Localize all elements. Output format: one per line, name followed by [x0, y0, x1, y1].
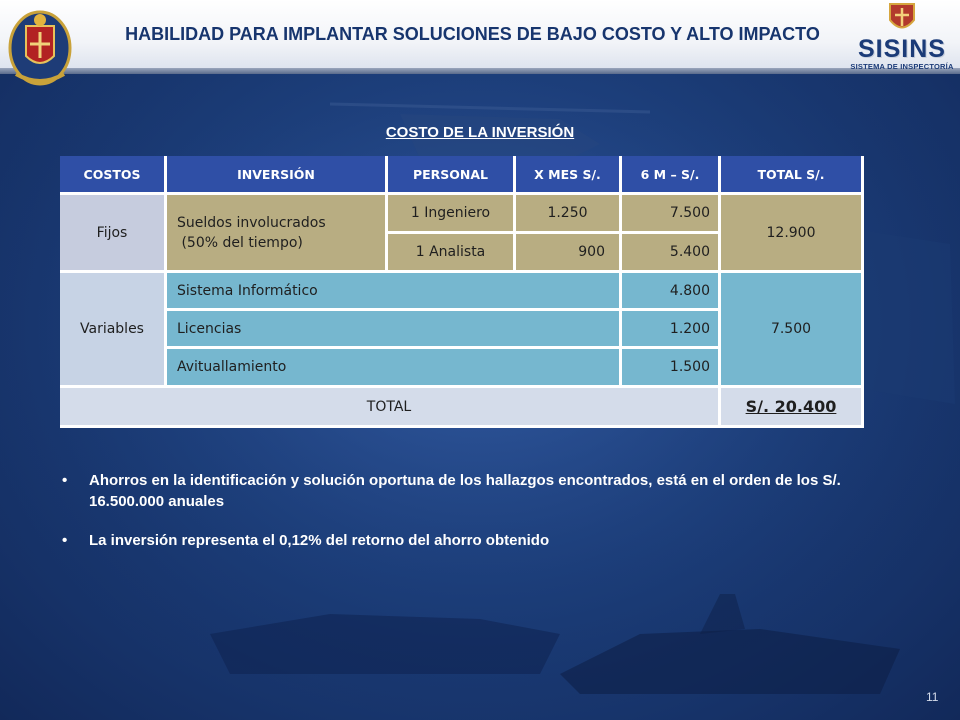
shield-icon — [887, 2, 917, 36]
header-personal: PERSONAL — [388, 156, 516, 195]
brand-tagline: SISTEMA DE INSPECTORÍA — [850, 62, 954, 71]
fijos-label: Fijos — [60, 195, 167, 273]
header-x-mes: X MES S/. — [516, 156, 622, 195]
sisins-logo — [848, 2, 956, 90]
seis-m-analista: 5.400 — [622, 234, 721, 273]
bullet-item — [62, 530, 902, 551]
header-divider — [0, 68, 960, 74]
bullet-text: La inversión representa el 0,12% del retorno del ahorro obtenido — [89, 532, 550, 549]
var-seis-m-sistema: 4.800 — [622, 273, 721, 311]
personal-analista: 1 Analista — [388, 234, 516, 273]
variables-label: Variables — [60, 273, 167, 388]
navy-crest-icon — [6, 4, 74, 92]
var-inversion-licencias: Licencias — [167, 311, 622, 349]
cost-table — [60, 156, 864, 428]
fijos-total: 12.900 — [721, 195, 864, 273]
bullet-text: Ahorros en la identificación y solución oportuna de los hallazgos encontrados, está en el orden de los S/. 16.500.000 anuales — [89, 472, 841, 510]
var-inversion-avituallamiento: Avituallamiento — [167, 349, 622, 388]
fijos-inversion — [167, 195, 388, 273]
bullet-list — [62, 470, 902, 569]
var-seis-m-licencias: 1.200 — [622, 311, 721, 349]
personal-ingeniero: 1 Ingeniero — [388, 195, 516, 234]
fijos-inversion-line1: Sueldos involucrados — [177, 214, 326, 231]
section-subtitle: COSTO DE LA INVERSIÓN — [385, 124, 575, 141]
brand-name: SISINS — [858, 35, 946, 63]
page-number: 11 — [926, 690, 939, 704]
header-total: TOTAL S/. — [721, 156, 864, 195]
variables-total: 7.500 — [721, 273, 864, 388]
var-inversion-sistema: Sistema Informático — [167, 273, 622, 311]
total-label: TOTAL — [60, 388, 721, 428]
seis-m-ingeniero: 7.500 — [622, 195, 721, 234]
page-title: HABILIDAD PARA IMPLANTAR SOLUCIONES DE BAJO COSTO Y ALTO IMPACTO — [125, 24, 820, 44]
mes-ingeniero: 1.250 — [516, 195, 622, 234]
header-inversion: INVERSIÓN — [167, 156, 388, 195]
bullet-item — [62, 470, 902, 512]
mes-analista: 900 — [516, 234, 622, 273]
header-6m: 6 M – S/. — [622, 156, 721, 195]
var-seis-m-avituallamiento: 1.500 — [622, 349, 721, 388]
fijos-inversion-line2: (50% del tiempo) — [177, 234, 303, 251]
bullet-dot-icon: • — [62, 472, 68, 489]
header-costos: COSTOS — [60, 156, 167, 195]
total-value: S/. 20.400 — [721, 388, 864, 428]
bullet-dot-icon: • — [62, 532, 68, 549]
